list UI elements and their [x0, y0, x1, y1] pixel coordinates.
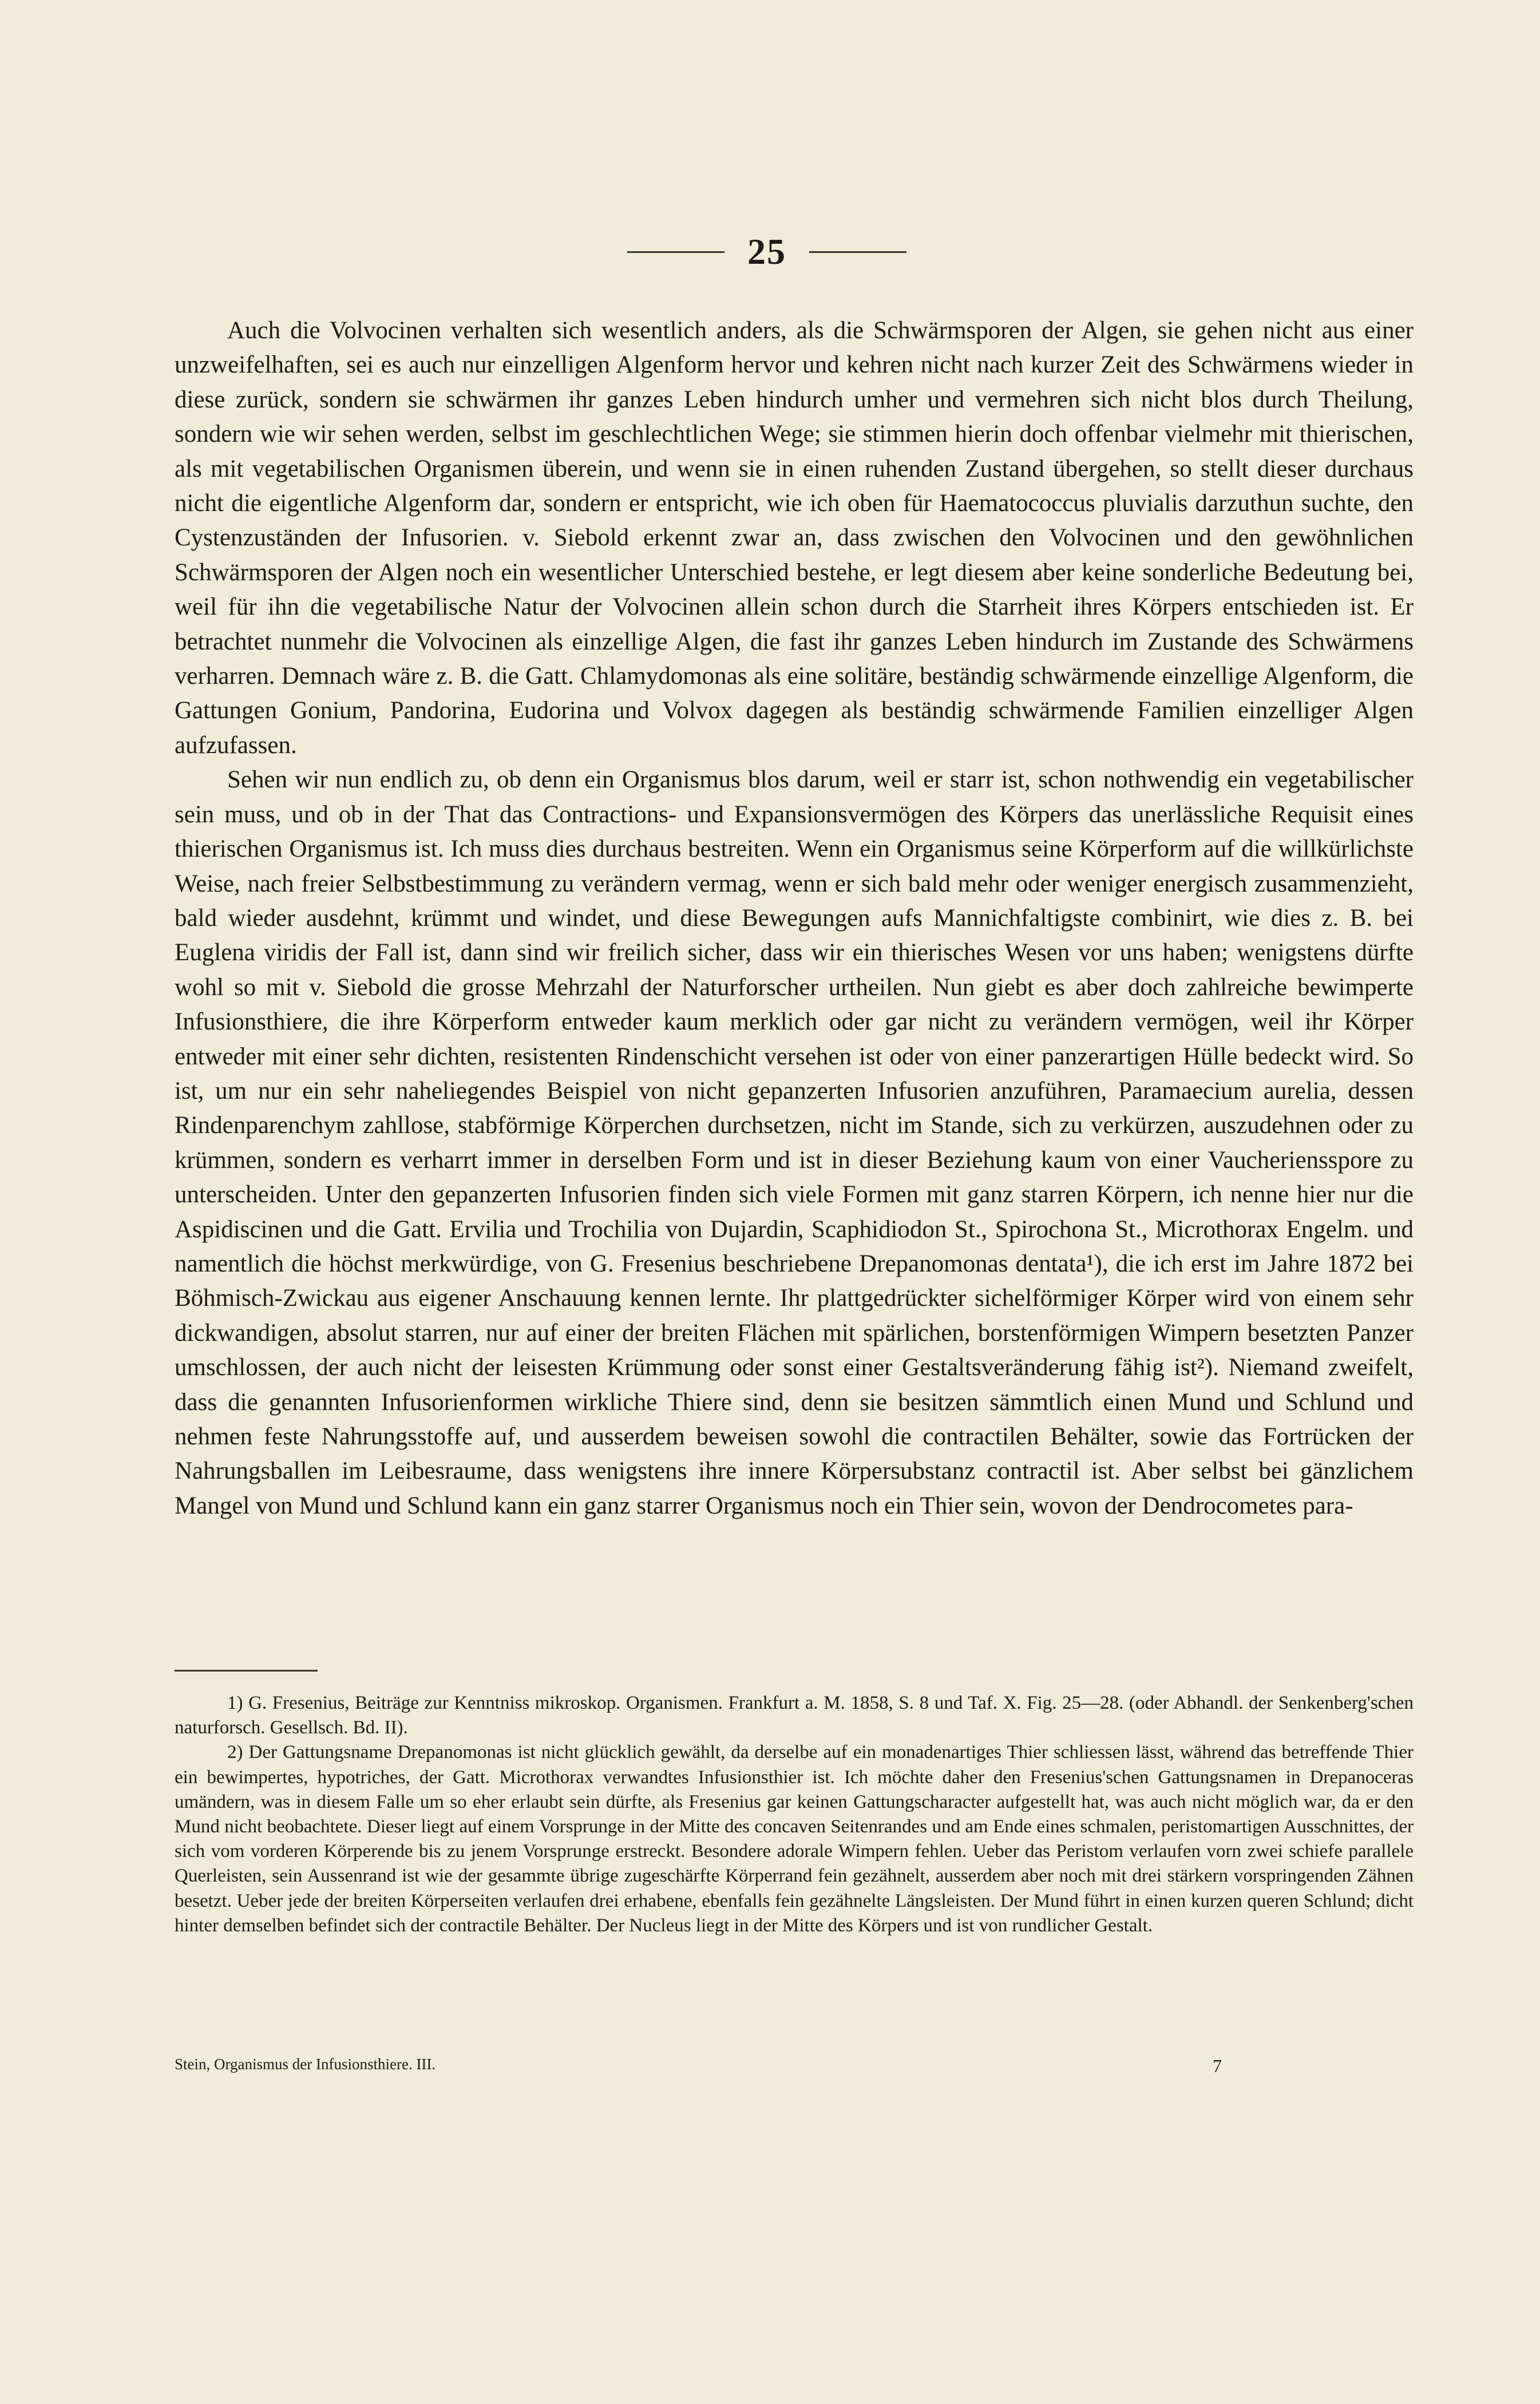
header-rule-right [809, 251, 906, 253]
sheet-number: 7 [1213, 2056, 1222, 2076]
page-number: 25 [747, 231, 786, 272]
page-header [607, 226, 927, 278]
footnotes [175, 1691, 1414, 1938]
paragraph-1: Auch die Volvocinen verhalten sich wesentlich anders, als die Schwärmsporen der Algen, sie gehen nicht aus einer unzweifelhaften, sei es auch nur einzelligen Algenform hervor und kehren nicht nach kurzer Zeit des Schwärmens wieder in diese zurück, sondern sie schwärmen ihr ganzes Leben hindurch umher und vermehren sich nicht blos durch Theilung, sondern wie wir sehen werden, selbst im geschlechtlichen Wege; sie stimmen hierin doch offenbar vielmehr mit thierischen, als mit vegetabilischen Organismen überein, und wenn sie in einen ruhenden Zustand übergehen, so stellt dieser durchaus nicht die eigentliche Algenform dar, sondern er entspricht, wie ich oben für Haematococcus pluvialis darzuthun suchte, den Cystenzuständen der Infusorien. v. Siebold erkennt zwar an, dass zwischen den Volvocinen und den gewöhnlichen Schwärmsporen der Algen noch ein wesentlicher Unterschied bestehe, er legt diesem aber keine sonderliche Bedeutung bei, weil für ihn die vegetabilische Natur der Volvocinen allein schon durch die Starrheit ihres Körpers entschieden ist. Er betrachtet nunmehr die Volvocinen als einzellige Algen, die fast ihr ganzes Leben hindurch im Zustande des Schwärmens verharren. Demnach wäre z. B. die Gatt. Chlamydomonas als eine solitäre, beständig schwärmende einzellige Algenform, die Gattungen Gonium, Pandorina, Eudorina und Volvox dagegen als beständig schwärmende Familien einzelliger Algen aufzufassen. [175, 317, 1414, 759]
main-text [175, 314, 1414, 1523]
paragraph-2: Sehen wir nun endlich zu, ob denn ein Organismus blos darum, weil er starr ist, schon nothwendig ein vegetabilischer sein muss, und ob in der That das Contractions- und Expansionsvermögen des Körpers das unerlässliche Requisit eines thierischen Organismus ist. Ich muss dies durchaus bestreiten. Wenn ein Organismus seine Körperform auf die willkürlichste Weise, nach freier Selbstbestimmung zu verändern vermag, wenn er sich bald mehr oder weniger energisch zusammenzieht, bald wieder ausdehnt, krümmt und windet, und diese Bewegungen aufs Mannichfaltigste combinirt, wie dies z. B. bei Euglena viridis der Fall ist, dann sind wir freilich sicher, dass wir ein thierisches Wesen vor uns haben; wenigstens dürfte wohl so mit v. Siebold die grosse Mehrzahl der Naturforscher urtheilen. Nun giebt es aber doch zahlreiche bewimperte Infusionsthiere, die ihre Körperform entweder kaum merklich oder gar nicht zu verändern vermögen, weil ihr Körper entweder mit einer sehr dichten, resistenten Rindenschicht versehen ist oder von einer panzerartigen Hülle bedeckt wird. So ist, um nur ein sehr naheliegendes Beispiel von nicht gepanzerten Infusorien anzuführen, Paramaecium aurelia, dessen Rindenparenchym zahllose, stabförmige Körperchen durchsetzen, nicht im Stande, sich zu verkürzen, auszudehnen oder zu krümmen, sondern es verharrt immer in derselben Form und ist in dieser Beziehung kaum von einer Vaucheriensspore zu unterscheiden. Unter den gepanzerten Infusorien finden sich viele Formen mit ganz starren Körpern, ich nenne hier nur die Aspidiscinen und die Gatt. Ervilia und Trochilia von Dujardin, Scaphidiodon St., Spirochona St., Microthorax Engelm. und namentlich die höchst merkwürdige, von G. Fresenius beschriebene Drepanomonas dentata¹), die ich erst im Jahre 1872 bei Böhmisch-Zwickau aus eigener Anschauung kennen lernte. Ihr plattgedrückter sichelförmiger Körper wird von einem sehr dickwandigen, absolut starren, nur auf einer der breiten Flächen mit spärlichen, borstenförmigen Wimpern besetzten Panzer umschlossen, der auch nicht der leisesten Krümmung oder sonst einer Gestaltsveränderung fähig ist²). Niemand zweifelt, dass die genannten Infusorienformen wirkliche Thiere sind, denn sie besitzen sämmtlich einen Mund und Schlund und nehmen feste Nahrungsstoffe auf, und ausserdem beweisen sowohl die contractilen Behälter, sowie das Fortrücken der Nahrungsballen im Leibesraume, dass wenigstens ihre innere Körpersubstanz contractil ist. Aber selbst bei gänzlichem Mangel von Mund und Schlund kann ein ganz starrer Organismus noch ein Thier sein, wovon der Dendrocometes para- [175, 766, 1414, 1519]
footnote-1: 1) G. Fresenius, Beiträge zur Kenntniss mikroskop. Organismen. Frankfurt a. M. 1858, S. 8 und Taf. X. Fig. 25—28. (oder Abhandl. der Senkenberg'schen naturforsch. Gesellsch. Bd. II). [175, 1693, 1414, 1738]
footnote-rule [175, 1670, 318, 1672]
page-footer [175, 2056, 1222, 2077]
header-rule-left [627, 251, 725, 253]
footnote-2: 2) Der Gattungsname Drepanomonas ist nicht glücklich gewählt, da derselbe auf ein monadenartiges Thier schliessen lässt, während das betreffende Thier ein bewimpertes, hypotriches, der Gatt. Microthorax verwandtes Infusionsthier ist. Ich möchte daher den Fresenius'schen Gattungsnamen in Drepanoceras umändern, was in diesem Falle um so eher erlaubt sein dürfte, als Fresenius gar keinen Gattungscharacter aufgestellt hat, was auch nicht möglich war, da er den Mund nicht beobachtete. Dieser liegt auf einem Vorsprunge in der Mitte des concaven Seitenrandes und am Ende eines schmalen, peristomartigen Ausschnittes, der sich vom vorderen Körperende bis zu jenem Vorsprunge erstreckt. Besondere adorale Wimpern fehlen. Ueber das Peristom verlaufen vorn zwei schiefe parallele Querleisten, sein Aussenrand ist wie der gesammte übrige zugeschärfte Körperrand fein gezähnelt, ausserdem aber noch mit drei stärkern vorspringenden Zähnen besetzt. Ueber jede der breiten Körperseiten verlaufen drei erhabene, ebenfalls fein gezähnelte Längsleisten. Der Mund führt in einen kurzen queren Schlund; dicht hinter demselben befindet sich der contractile Behälter. Der Nucleus liegt in der Mitte des Körpers und ist von rundlicher Gestalt. [175, 1742, 1414, 1936]
printer-signature: Stein, Organismus der Infusionsthiere. III. [175, 2056, 436, 2073]
